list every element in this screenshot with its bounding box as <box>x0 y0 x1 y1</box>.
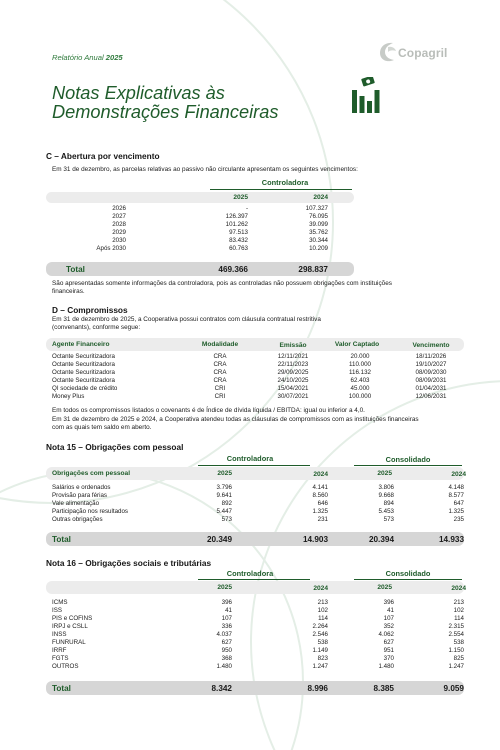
nota15-total-k2025: 20.394 <box>368 535 394 544</box>
table-cell: 627 <box>221 639 232 646</box>
table-row-label: OUTROS <box>52 663 79 670</box>
nota16-total-label: Total <box>52 684 71 693</box>
table-cell: 825 <box>453 655 464 662</box>
table-row-label: Vale alimentação <box>52 500 100 507</box>
table-cell: 1.150 <box>448 647 464 654</box>
table-cell: 24/10/2025 <box>277 377 309 384</box>
nota15-total-c2025: 20.349 <box>206 535 232 544</box>
section-d-intro: Em 31 de dezembro de 2025, a Cooperativa possui contratos com cláusula contratual restritiva (convenants), conforme segue: <box>52 316 321 332</box>
nota15-heading: Nota 15 – Obrigações com pessoal <box>46 442 184 452</box>
table-cell: CRA <box>213 369 227 376</box>
table-cell: 39.099 <box>309 221 328 228</box>
section-c-total-2025: 469.366 <box>218 265 248 274</box>
table-cell: 8.560 <box>312 492 328 499</box>
nota16-group-consolidado: Consolidado <box>385 569 431 578</box>
table-cell: 12/06/2031 <box>415 393 447 400</box>
table-cell: 76.095 <box>309 213 328 220</box>
table-cell: 107.327 <box>305 205 328 212</box>
table-cell: 336 <box>221 623 232 630</box>
table-cell: 950 <box>221 647 232 654</box>
table-cell: 114 <box>318 615 328 622</box>
section-d-col-agent: Agente Financeiro <box>52 341 110 348</box>
table-cell: 573 <box>221 516 232 523</box>
section-d-col-value: Valor Captado <box>334 341 380 348</box>
page-title <box>52 84 278 122</box>
money-chart-icon <box>352 77 380 113</box>
table-row-label: 2030 <box>112 237 126 244</box>
table-cell: 114 <box>454 615 464 622</box>
table-cell: 4.141 <box>312 484 328 491</box>
table-row-label: Octante Securitizadora <box>52 353 115 360</box>
table-cell: 892 <box>221 500 232 507</box>
table-cell: 647 <box>453 500 464 507</box>
table-cell: 8.577 <box>448 492 464 499</box>
table-cell: 1.480 <box>378 663 394 670</box>
nota16-col-k2025: 2025 <box>377 584 392 591</box>
table-row-label: Provisão para férias <box>52 492 108 499</box>
table-cell: 235 <box>453 516 464 523</box>
table-cell: 41 <box>387 607 394 614</box>
table-row-label: Octante Securitizadora <box>52 369 115 376</box>
table-cell: CRI <box>214 385 226 392</box>
table-cell: 15/04/2021 <box>277 385 309 392</box>
nota15-total-k2024: 14.933 <box>438 535 464 544</box>
brand-logo <box>376 40 458 68</box>
table-cell: 12/11/2021 <box>277 353 309 360</box>
table-cell: 19/10/2027 <box>415 361 447 368</box>
table-cell: 1.325 <box>312 508 328 515</box>
table-cell: 30/07/2021 <box>277 393 309 400</box>
nota15-col-k2025: 2025 <box>377 470 392 477</box>
table-cell: 538 <box>453 639 464 646</box>
table-cell: 352 <box>383 623 394 630</box>
table-cell: 2.546 <box>312 631 328 638</box>
table-row-label: Após 2030 <box>96 245 126 252</box>
section-c-col-2024: 2024 <box>313 194 328 201</box>
table-cell: 18/11/2026 <box>415 353 447 360</box>
table-cell: 116.132 <box>349 369 371 376</box>
nota16-total-k2024: 9.059 <box>443 684 464 693</box>
table-row-label: IRRF <box>52 647 67 654</box>
table-cell: 1.149 <box>312 647 328 654</box>
table-cell: CRI <box>214 393 226 400</box>
section-c-total-2024: 298.837 <box>298 265 328 274</box>
table-cell: 9.641 <box>216 492 232 499</box>
table-cell: 107 <box>221 615 232 622</box>
table-cell: 126.397 <box>225 213 248 220</box>
table-row-label: QI sociedade de crédito <box>52 385 118 392</box>
table-cell: 5.447 <box>216 508 232 515</box>
nota16-total-k2025: 8.385 <box>373 684 394 693</box>
table-cell: 08/09/2030 <box>415 369 447 376</box>
table-cell: 894 <box>383 500 394 507</box>
table-row-label: Money Plus <box>52 393 85 400</box>
table-row-label: Salários e ordenados <box>52 484 111 491</box>
table-row-label: INSS <box>52 631 67 638</box>
table-cell: 35.762 <box>309 229 328 236</box>
table-cell: 213 <box>317 599 328 606</box>
table-row-label: 2027 <box>112 213 126 220</box>
table-row-label: PIS e COFINS <box>52 615 93 622</box>
nota15-total-bar <box>46 532 464 546</box>
table-cell: 01/04/2031 <box>415 385 447 392</box>
table-row-label: ICMS <box>52 599 68 606</box>
table-cell: 10.209 <box>309 245 328 252</box>
table-cell: 60.763 <box>229 245 248 252</box>
nota15-rule-controladora <box>198 465 310 466</box>
table-cell: 102 <box>453 607 464 614</box>
table-cell: 4.037 <box>216 631 232 638</box>
table-cell: 627 <box>383 639 394 646</box>
table-cell: 97.513 <box>229 229 248 236</box>
section-c-total-label: Total <box>66 265 85 274</box>
nota16-col-c2025: 2025 <box>217 584 232 591</box>
table-row-label: FUNRURAL <box>52 639 86 646</box>
section-d-heading: D – Compromissos <box>52 305 128 315</box>
section-c-intro: Em 31 de dezembro, as parcelas relativas ao passivo não circulante apresentam os seguintes vencimentos: <box>52 166 358 173</box>
table-row-label: Outras obrigações <box>52 516 103 523</box>
table-cell: 20.000 <box>350 353 370 360</box>
table-row-label: Octante Securitizadora <box>52 361 115 368</box>
nota16-total-bar <box>46 681 464 695</box>
report-year: 2025 <box>105 53 123 62</box>
table-cell: 41 <box>225 607 232 614</box>
table-cell: 4.062 <box>378 631 394 638</box>
table-row-label: 2026 <box>112 205 126 212</box>
table-cell: 646 <box>317 500 328 507</box>
section-c-group-rule <box>210 189 352 190</box>
table-row-label: Participação nos resultados <box>52 508 129 515</box>
table-cell: 30.344 <box>309 237 328 244</box>
nota16-col-k2024: 2024 <box>451 585 466 592</box>
table-cell: 231 <box>317 516 328 523</box>
section-d-note-compliance: Em 31 de dezembro de 2025 e 2024, a Cooperativa atendeu todas as cláusulas de compromissos com as instituições financeiras com as quais tem saldo em aberto. <box>52 416 419 432</box>
table-cell: 83.432 <box>229 237 248 244</box>
table-row-label: ISS <box>52 607 62 614</box>
nota15-group-consolidado: Consolidado <box>385 455 431 464</box>
table-cell: 5.453 <box>378 508 394 515</box>
nota15-row-header: Obrigações com pessoal <box>52 470 131 477</box>
nota15-col-c2024: 2024 <box>313 471 328 478</box>
nota16-header-bar <box>46 581 464 594</box>
table-cell: 396 <box>221 599 232 606</box>
page-title-line1: Notas Explicativas às <box>52 83 225 103</box>
nota15-rule-consolidado <box>354 465 462 466</box>
table-cell: 213 <box>453 599 464 606</box>
section-c-heading: C – Abertura por vencimento <box>46 151 160 161</box>
section-d-col-modality: Modalidade <box>201 341 239 348</box>
section-d-col-due: Vencimento <box>412 342 450 349</box>
nota15-col-k2024: 2024 <box>451 471 466 478</box>
nota16-rule-consolidado <box>354 579 462 580</box>
table-cell: CRA <box>213 361 227 368</box>
nota15-total-c2024: 14.903 <box>302 535 328 544</box>
nota16-heading: Nota 16 – Obrigações sociais e tributárias <box>46 558 212 568</box>
table-cell: 29/09/2025 <box>277 369 309 376</box>
report-label-text: Relatório Anual <box>52 53 104 62</box>
table-cell: 1.247 <box>312 663 328 670</box>
table-cell: 102 <box>317 607 328 614</box>
nota15-total-label: Total <box>52 535 71 544</box>
section-c-note: São apresentadas somente informações da controladora, pois as controladas não possuem obrigações com instituições financeiras. <box>52 280 392 296</box>
table-cell: - <box>245 205 248 212</box>
table-cell: 1.480 <box>216 663 232 670</box>
table-row-label: 2028 <box>112 221 126 228</box>
table-cell: 9.668 <box>378 492 394 499</box>
table-cell: 110.000 <box>349 361 371 368</box>
section-d-note-covenant: Em todos os compromissos listados o covenants é de Índice de dívida líquida / EBITDA: igual ou inferior a 4,0. <box>52 407 365 414</box>
table-cell: 101.262 <box>225 221 248 228</box>
table-cell: CRA <box>213 377 227 384</box>
brand-name: Copagril <box>398 46 448 60</box>
table-cell: 368 <box>221 655 232 662</box>
table-cell: 1.325 <box>448 508 464 515</box>
table-cell: 62.403 <box>350 377 370 384</box>
table-cell: 3.796 <box>216 484 232 491</box>
table-cell: 951 <box>383 647 394 654</box>
table-cell: 100.000 <box>348 393 372 400</box>
nota16-rule-controladora <box>198 579 310 580</box>
table-cell: 1.247 <box>448 663 464 670</box>
copagril-logo-icon <box>376 40 398 64</box>
section-c-col-2025: 2025 <box>233 194 248 201</box>
table-cell: 823 <box>317 655 328 662</box>
table-cell: 573 <box>383 516 394 523</box>
section-c-group-label: Controladora <box>261 178 309 187</box>
table-cell: 3.806 <box>378 484 394 491</box>
table-cell: 2.264 <box>312 623 328 630</box>
table-row-label: 2029 <box>112 229 126 236</box>
table-cell: 4.148 <box>448 484 464 491</box>
table-cell: 45.000 <box>350 385 370 392</box>
table-cell: 22/11/2023 <box>277 361 309 368</box>
table-row-label: FGTS <box>52 655 69 662</box>
table-cell: 08/09/2031 <box>415 377 447 384</box>
table-cell: 370 <box>383 655 394 662</box>
nota16-total-c2025: 8.342 <box>211 684 232 693</box>
nota15-col-c2025: 2025 <box>217 470 232 477</box>
report-label <box>52 53 123 62</box>
nota16-group-controladora: Controladora <box>226 569 274 578</box>
table-cell: 2.554 <box>448 631 464 638</box>
nota15-group-controladora: Controladora <box>226 454 274 463</box>
background-arc <box>0 470 304 750</box>
table-cell: 107 <box>383 615 394 622</box>
table-cell: CRA <box>213 353 227 360</box>
table-cell: 2.315 <box>448 623 464 630</box>
nota16-col-c2024: 2024 <box>313 585 328 592</box>
page-title-line2: Demonstrações Financeiras <box>52 102 279 122</box>
section-d-col-issue: Emissão <box>279 342 307 349</box>
table-cell: 396 <box>383 599 394 606</box>
nota16-total-c2024: 8.996 <box>307 684 328 693</box>
table-row-label: IRPJ e CSLL <box>52 623 88 630</box>
table-cell: 538 <box>317 639 328 646</box>
table-row-label: Octante Securitizadora <box>52 377 115 384</box>
